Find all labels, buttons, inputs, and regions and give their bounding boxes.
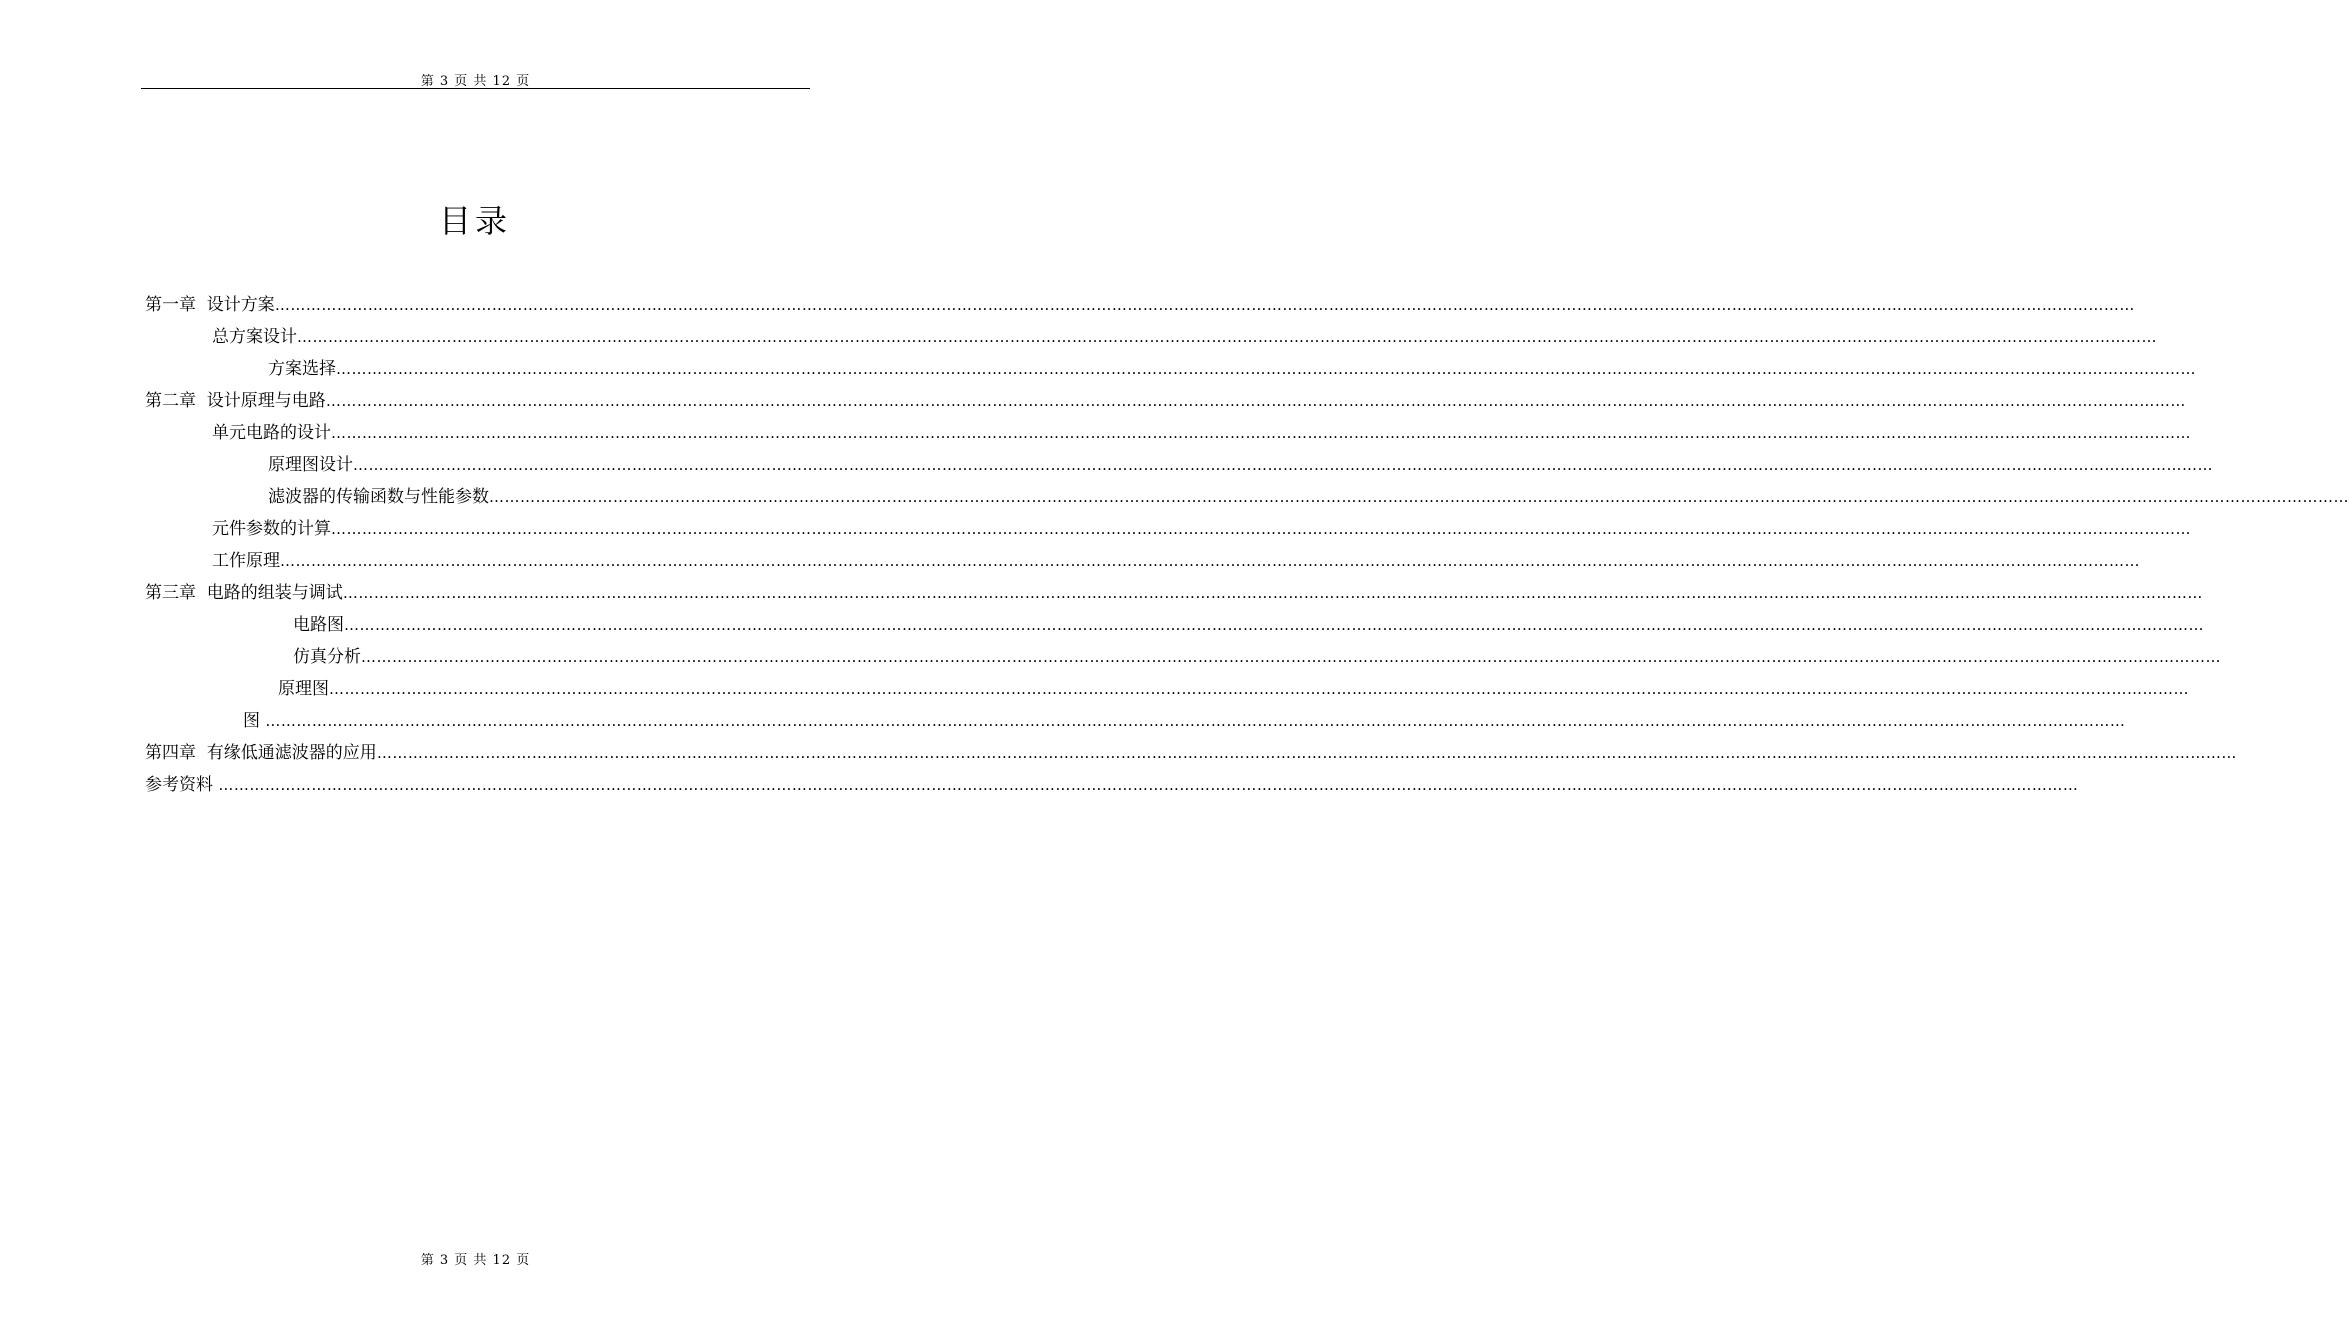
- toc-entry-subsection[interactable]: [268, 356, 2196, 382]
- toc-leader-dots: ………………………………………………………………………………………………………………………………………………………………………………………………………………………………………………………………………………………………………………………………: [274, 296, 2135, 314]
- toc-entry-label: 第四章 有缘低通滤波器的应用: [145, 743, 377, 763]
- toc-entry-subsection[interactable]: [243, 708, 2126, 734]
- toc-leader-dots: ………………………………………………………………………………………………………………………………………………………………………………………………………………………………………………………………………………………………………………………………: [280, 552, 2140, 570]
- toc-leader-dots: ………………………………………………………………………………………………………………………………………………………………………………………………………………………………………………………………………………………………………………………………: [353, 456, 2213, 474]
- toc-leader-dots: ………………………………………………………………………………………………………………………………………………………………………………………………………………………………………………………………………………………………………………………………: [344, 616, 2204, 634]
- toc-entry-label: 电路图: [293, 615, 344, 635]
- toc-leader-dots: ………………………………………………………………………………………………………………………………………………………………………………………………………………………………………………………………………………………………………………………………: [361, 648, 2221, 666]
- toc-entry-label: 原理图: [278, 679, 329, 699]
- toc-entry-section[interactable]: [212, 548, 2140, 574]
- toc-leader-dots: ………………………………………………………………………………………………………………………………………………………………………………………………………………………………………………………………………………………………………………………………: [218, 776, 2079, 794]
- toc-entry-label: 元件参数的计算: [212, 519, 331, 539]
- toc-entry-label: 第二章 设计原理与电路: [145, 391, 326, 411]
- toc-entry-chapter-1[interactable]: [145, 292, 2135, 318]
- toc-entry-subsection[interactable]: [278, 676, 2189, 702]
- toc-entry-subsection[interactable]: [293, 644, 2221, 670]
- toc-entry-chapter-2[interactable]: [145, 388, 2186, 414]
- toc-leader-dots: ………………………………………………………………………………………………………………………………………………………………………………………………………………………………………………………………………………………………………………………………: [297, 328, 2157, 346]
- toc-entry-label: 滤波器的传输函数与性能参数: [268, 487, 489, 507]
- toc-entry-label: 方案选择: [268, 359, 336, 379]
- toc-entry-section[interactable]: [212, 324, 2157, 350]
- toc-leader-dots: ………………………………………………………………………………………………………………………………………………………………………………………………………………………………………………………………………………………………………………………………: [331, 424, 2191, 442]
- toc-entry-subsection[interactable]: [293, 612, 2204, 638]
- toc-entry-label: 单元电路的设计: [212, 423, 331, 443]
- toc-entry-label: 总方案设计: [212, 327, 297, 347]
- toc-entry-label: 第三章 电路的组装与调试: [145, 583, 343, 603]
- toc-leader-dots: ………………………………………………………………………………………………………………………………………………………………………………………………………………………………………………………………………………………………………………………………: [336, 360, 2196, 378]
- toc-entry-chapter-4[interactable]: [145, 740, 2237, 766]
- toc-leader-dots: ………………………………………………………………………………………………………………………………………………………………………………………………………………………………………………………………………………………………………………………………: [331, 520, 2191, 538]
- toc-entry-label: 第一章 设计方案: [145, 295, 275, 315]
- toc-entry-label: 参考资料: [145, 775, 219, 795]
- toc-leader-dots: ………………………………………………………………………………………………………………………………………………………………………………………………………………………………………………………………………………………………………………………………: [342, 584, 2203, 602]
- toc-leader-dots: ………………………………………………………………………………………………………………………………………………………………………………………………………………………………………………………………………………………………………………………………: [489, 488, 2349, 506]
- page-header: 第 3 页 共 12 页: [420, 74, 531, 89]
- toc-leader-dots: ………………………………………………………………………………………………………………………………………………………………………………………………………………………………………………………………………………………………………………………………: [376, 744, 2237, 762]
- toc-entry-label: 图: [243, 711, 266, 731]
- page-footer: 第 3 页 共 12 页: [420, 1253, 531, 1268]
- toc-entry-subsection[interactable]: [268, 452, 2213, 478]
- toc-entry-section[interactable]: [212, 420, 2191, 446]
- toc-leader-dots: ………………………………………………………………………………………………………………………………………………………………………………………………………………………………………………………………………………………………………………………………: [325, 392, 2186, 410]
- toc-entry-label: 仿真分析: [293, 647, 361, 667]
- toc-entry-chapter-3[interactable]: [145, 580, 2203, 606]
- toc-leader-dots: ………………………………………………………………………………………………………………………………………………………………………………………………………………………………………………………………………………………………………………………………: [329, 680, 2189, 698]
- toc-entry-label: 工作原理: [212, 551, 280, 571]
- toc-entry-references[interactable]: [145, 772, 2079, 798]
- toc-entry-section[interactable]: [212, 516, 2191, 542]
- toc-leader-dots: ………………………………………………………………………………………………………………………………………………………………………………………………………………………………………………………………………………………………………………………………: [265, 712, 2126, 730]
- toc-entry-label: 原理图设计: [268, 455, 353, 475]
- page-title: 目录: [438, 202, 511, 240]
- toc-entry-subsection[interactable]: [268, 484, 2349, 510]
